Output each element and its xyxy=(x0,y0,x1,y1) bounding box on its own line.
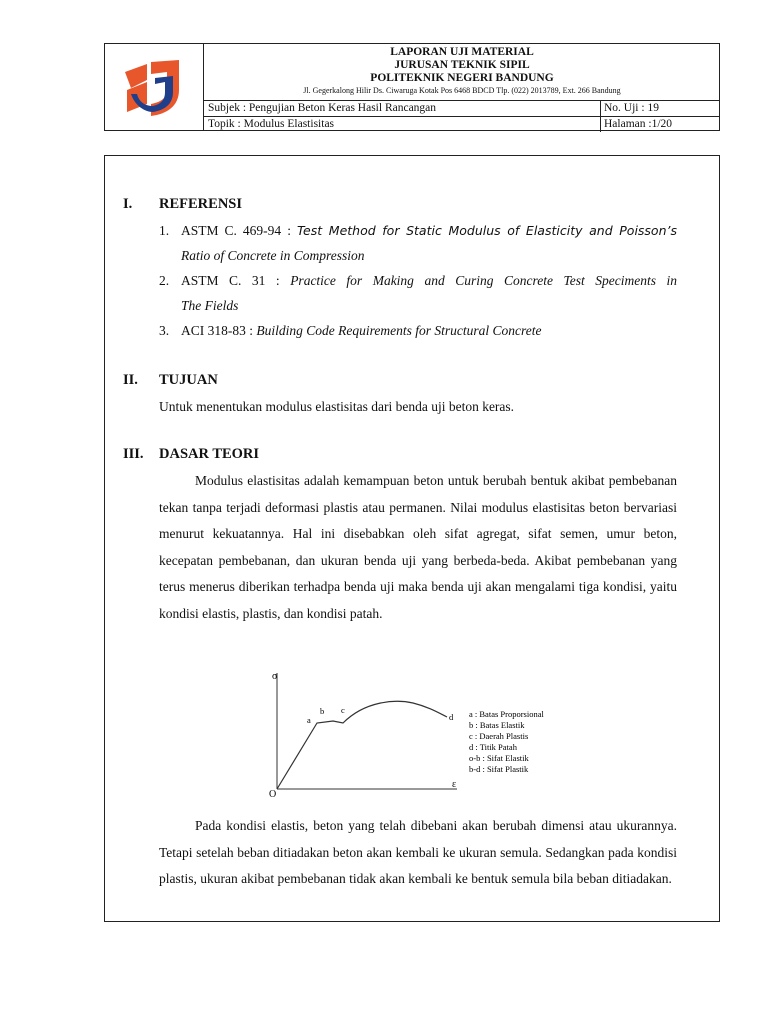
legend-item: c : Daerah Plastis xyxy=(469,731,529,741)
y-axis-label: σ xyxy=(272,671,278,682)
section-number: III. xyxy=(123,446,144,462)
section-number: II. xyxy=(123,372,138,388)
reference-code: ASTM C. 31 : xyxy=(181,273,291,288)
tujuan-text: Untuk menentukan modulus elastisitas dari benda uji beton keras. xyxy=(159,399,515,414)
reference-title: Practice for Making and Curing Concrete Test Speciments in xyxy=(290,273,677,288)
halaman-text: Halaman :1/20 xyxy=(600,117,720,132)
stress-strain-curve xyxy=(277,701,447,789)
header-row-topik xyxy=(204,116,720,132)
reference-text-line2 xyxy=(181,243,677,268)
reference-text-line1 xyxy=(181,218,677,243)
reference-title: Test Method for Static Modulus of Elasticity and Poisson’s xyxy=(296,223,677,238)
header-title-line2: JURUSAN TEKNIK SIPIL xyxy=(394,59,530,71)
legend-item: a : Batas Proporsional xyxy=(469,709,544,719)
reference-text-line2 xyxy=(181,293,677,318)
dasar-teori-paragraph-1: Modulus elastisitas adalah kemampuan beton untuk berubah bentuk akibat pembebanan tekan tanpa terjadi deformasi plastis atau permanen. Nilai modulus elastisitas beton bervariasi menurut kekuatannya. Hal ini disebabkan oleh sifat agregat, sifat semen, umur beton, kecepatan pembebanan, dan ukuran benda uji yang berbeda-beda. Akibat pembebanan yang terus menerus diberikan terhadpa benda uji maka benda uji akan mengalami tiga kondisi, yaitu kondisi elastis, plastis, dan kondisi patah. xyxy=(159,473,677,621)
legend-item: o-b : Sifat Elastik xyxy=(469,753,529,763)
header-address: Jl. Gegerkalong Hilir Ds. Ciwaruga Kotak Pos 6468 BDCD Tlp. (022) 2013789, Ext. 266 Bandung xyxy=(303,86,621,95)
reference-title-cont: Ratio of Concrete in Compression xyxy=(181,248,365,263)
header-title-block xyxy=(204,44,720,100)
header-row-subjek xyxy=(204,100,720,116)
header-title-line3: POLITEKNIK NEGERI BANDUNG xyxy=(370,72,554,84)
reference-number: 1. xyxy=(159,223,170,238)
origin-label: O xyxy=(269,789,277,800)
legend-item: b-d : Sifat Plastik xyxy=(469,764,529,774)
reference-title-cont: The Fields xyxy=(181,298,239,313)
x-axis-label: ε xyxy=(452,779,457,790)
point-a-label: a xyxy=(307,715,311,725)
reference-text-line1 xyxy=(181,318,677,343)
dasar-teori-paragraph-2: Pada kondisi elastis, beton yang telah dibebani akan berubah dimensi atau ukurannya. Tetapi setelah beban ditiadakan beton akan kembali ke ukuran semula. Sedangkan pada kondisi plastis, ukuran akibat pembebanan tidak akan kembali ke bentuk semula bila beban ditiadakan. xyxy=(159,818,677,886)
legend xyxy=(469,709,544,774)
subjek-text: Subjek : Pengujian Beton Keras Hasil Rancangan xyxy=(208,102,437,114)
reference-number: 2. xyxy=(159,273,170,288)
reference-title: Building Code Requirements for Structural Concrete xyxy=(256,323,542,338)
reference-code: ACI 318-83 : xyxy=(181,323,257,338)
section-title: REFERENSI xyxy=(159,196,242,212)
institution-logo xyxy=(105,44,204,130)
legend-item: d : Titik Patah xyxy=(469,742,517,752)
legend-item: b : Batas Elastik xyxy=(469,720,525,730)
point-d-label: d xyxy=(449,712,454,722)
reference-text-line1 xyxy=(181,268,677,293)
reference-number: 3. xyxy=(159,323,170,338)
content-frame xyxy=(104,155,720,922)
header-title-line1: LAPORAN UJI MATERIAL xyxy=(390,46,534,58)
section-title: TUJUAN xyxy=(159,372,218,388)
point-c-label: c xyxy=(341,705,345,715)
section-number: I. xyxy=(123,196,133,212)
point-b-label: b xyxy=(320,706,325,716)
polban-logo-icon xyxy=(117,54,191,120)
reference-code: ASTM C. 469-94 : xyxy=(181,223,297,238)
topik-text: Topik : Modulus Elastisitas xyxy=(208,118,335,130)
stress-strain-diagram xyxy=(265,661,585,801)
no-uji-text: No. Uji : 19 xyxy=(600,101,720,116)
section-title: DASAR TEORI xyxy=(159,446,260,462)
document-header xyxy=(104,43,720,131)
